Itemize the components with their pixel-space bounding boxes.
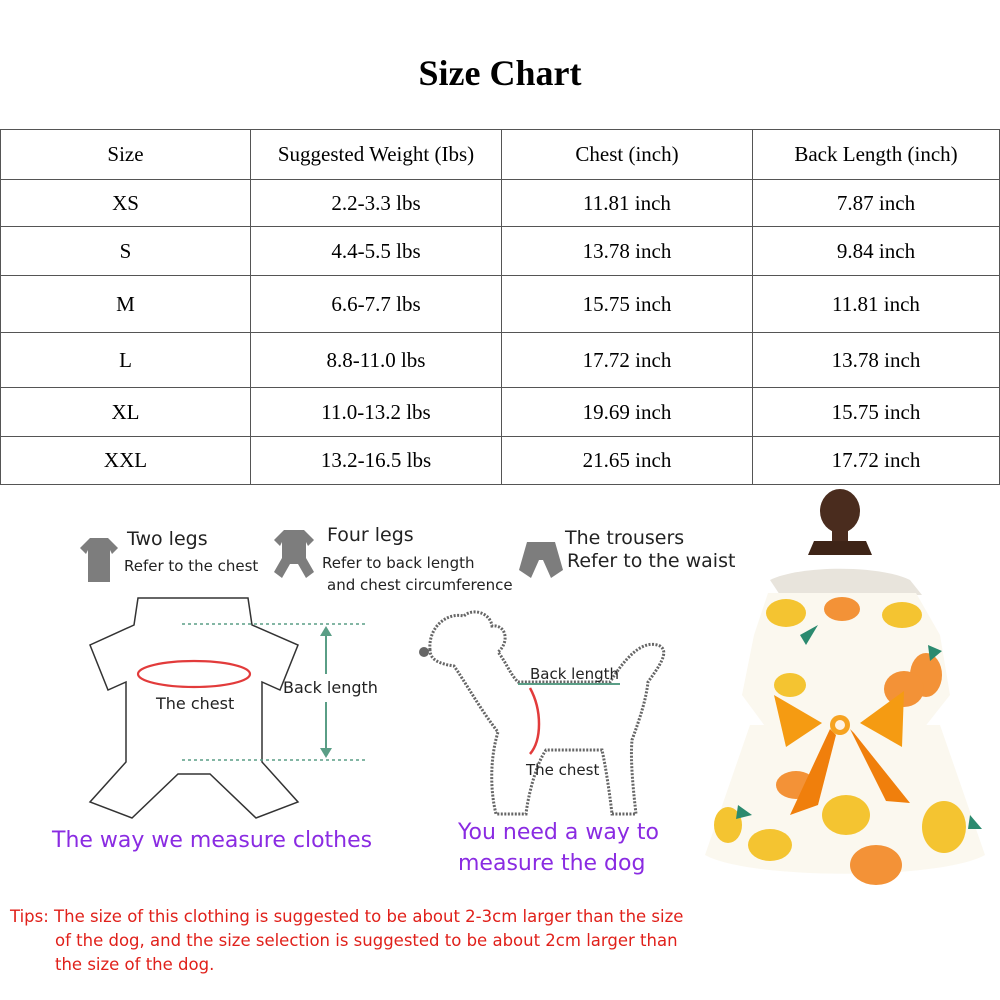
trousers-icon [517,540,565,580]
header-chest: Chest (inch) [502,130,753,180]
page-title: Size Chart [418,53,582,93]
two-legs-shirt-icon [78,536,120,584]
header-size: Size [1,130,251,180]
product-dress-photo [690,485,1000,895]
table-row [1,437,1000,485]
table-header-row [1,130,1000,180]
cell-weight: 4.4-5.5 lbs [251,227,502,276]
cell-size: XL [1,388,251,437]
trousers-title: The trousers [565,527,685,549]
table-row [1,227,1000,276]
cell-weight: 6.6-7.7 lbs [251,276,502,333]
table-row [1,388,1000,437]
dog-back-length-label: Back length [530,665,619,683]
cell-weight: 13.2-16.5 lbs [251,437,502,485]
four-legs-shirt-icon [272,528,316,580]
header-weight: Suggested Weight (Ibs) [251,130,502,180]
clothes-chest-label: The chest [156,694,235,713]
clothes-diagram [90,590,380,820]
cell-size: XXL [1,437,251,485]
table-row [1,276,1000,333]
cell-size: S [1,227,251,276]
tips-line-3: the size of the dog. [55,955,215,974]
header-back-length: Back Length (inch) [753,130,1000,180]
trousers-subtitle: Refer to the waist [567,550,736,572]
cell-chest: 19.69 inch [502,388,753,437]
cell-size: M [1,276,251,333]
size-chart-table [0,129,1000,485]
cell-back-length: 13.78 inch [753,333,1000,388]
dog-outline-diagram [410,600,680,825]
two-legs-title: Two legs [127,528,208,550]
cell-weight: 2.2-3.3 lbs [251,180,502,227]
cell-chest: 11.81 inch [502,180,753,227]
four-legs-subtitle-1: Refer to back length [322,554,475,572]
cell-size: XS [1,180,251,227]
cell-chest: 17.72 inch [502,333,753,388]
cell-chest: 15.75 inch [502,276,753,333]
dog-chest-label: The chest [526,761,600,779]
cell-back-length: 9.84 inch [753,227,1000,276]
cell-back-length: 17.72 inch [753,437,1000,485]
table-row [1,180,1000,227]
cell-weight: 8.8-11.0 lbs [251,333,502,388]
dog-caption-line-2: measure the dog [458,851,646,876]
table-row [1,333,1000,388]
tips-line-1: Tips: The size of this clothing is suggested to be about 2-3cm larger than the size [10,907,684,926]
four-legs-title: Four legs [327,524,414,546]
cell-back-length: 15.75 inch [753,388,1000,437]
tips-line-2: of the dog, and the size selection is suggested to be about 2cm larger than [55,931,678,950]
tips-note [10,905,750,977]
clothes-back-length-label: Back length [283,678,378,697]
cell-chest: 13.78 inch [502,227,753,276]
cell-back-length: 7.87 inch [753,180,1000,227]
cell-size: L [1,333,251,388]
cell-chest: 21.65 inch [502,437,753,485]
two-legs-subtitle: Refer to the chest [124,557,259,575]
cell-weight: 11.0-13.2 lbs [251,388,502,437]
cell-back-length: 11.81 inch [753,276,1000,333]
four-legs-subtitle-2: and chest circumference [327,576,513,594]
clothes-caption: The way we measure clothes [52,828,373,853]
dog-caption-line-1: You need a way to [458,820,659,845]
